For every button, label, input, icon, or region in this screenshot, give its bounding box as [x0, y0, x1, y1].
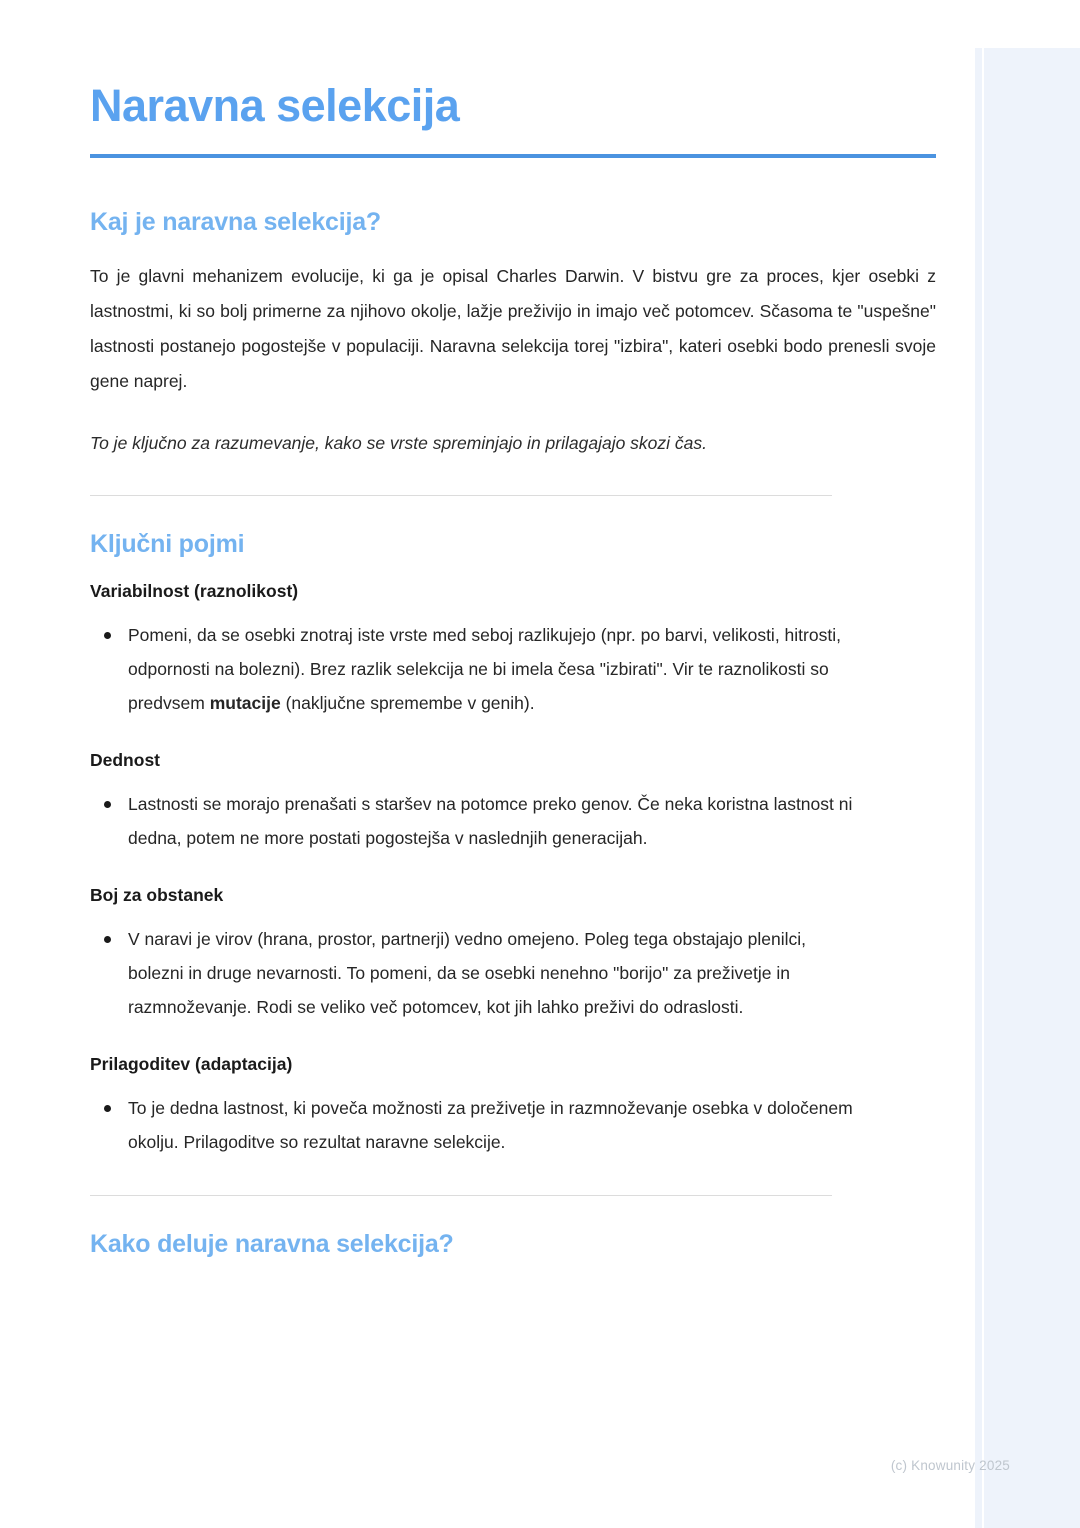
term-text-before: Pomeni, da se osebki znotraj iste vrste med seboj razlikujejo (npr. po barvi, velikosti, hitrosti, odpornosti na bolezni). Brez razlik selekcija ne bi imela česa "izbirati". Vir te raznolikosti so predvsem [128, 624, 841, 713]
section-heading-how-it-works: Kako deluje naravna selekcija? [90, 1229, 454, 1258]
side-panel-stripe [982, 48, 984, 1528]
list-item [124, 787, 858, 855]
section-heading-what-is: Kaj je naravna selekcija? [90, 207, 382, 236]
term-title-dednost: Dednost [90, 749, 160, 770]
page-side-panel [972, 48, 1080, 1528]
term-list-boj-za-obstanek [90, 922, 936, 1024]
footer-credit: (c) Knowunity 2025 [890, 1458, 1010, 1473]
term-text-before: Lastnosti se morajo prenašati s staršev na potomce preko genov. Če neka koristna lastnost ni dedna, potem ne more postati pogostejša v naslednjih generacijah. [128, 793, 853, 848]
section-divider-1 [90, 495, 832, 496]
term-list-dednost [90, 787, 936, 855]
page-title: Naravna selekcija [90, 80, 460, 131]
term-list-prilagoditev [90, 1091, 936, 1159]
section-divider-2 [90, 1195, 832, 1196]
term-text-before: V naravi je virov (hrana, prostor, partnerji) vedno omejeno. Poleg tega obstajajo plenilci, bolezni in druge nevarnosti. To pomeni, da se osebki nenehno "borijo" za preživetje in razmnoževanje. Rodi se veliko več potomcev, kot jih lahko preživi do odraslosti. [128, 928, 807, 1017]
term-title-boj-za-obstanek: Boj za obstanek [90, 884, 224, 905]
list-item [124, 618, 858, 720]
section-note-what-is: To je ključno za razumevanje, kako se vrste spreminjajo in prilagajajo skozi čas. [90, 432, 708, 453]
list-item [124, 922, 858, 1024]
section-heading-key-terms: Ključni pojmi [90, 529, 245, 558]
list-item [124, 1091, 858, 1159]
title-divider [90, 154, 936, 158]
section-paragraph-what-is: To je glavni mehanizem evolucije, ki ga je opisal Charles Darwin. V bistvu gre za proces, kjer osebki z lastnostmi, ki so bolj primerne za njihovo okolje, lažje preživijo in imajo več potomcev. Sčasoma te "uspešne" lastnosti postanejo pogostejše v populaciji. Naravna selekcija torej "izbira", kateri osebki bodo prenesli svoje gene naprej. [90, 265, 936, 391]
term-title-prilagoditev: Prilagoditev (adaptacija) [90, 1053, 293, 1074]
term-text-before: To je dedna lastnost, ki poveča možnosti za preživetje in razmnoževanje osebka v določenem okolju. Prilagoditve so rezultat naravne selekcije. [128, 1097, 853, 1152]
term-title-variabilnost: Variabilnost (raznolikost) [90, 580, 299, 601]
term-list-variabilnost [90, 618, 936, 720]
term-text-after: (naključne spremembe v genih). [280, 692, 535, 713]
document-content [90, 80, 936, 1281]
term-text-bold: mutacije [209, 692, 281, 713]
